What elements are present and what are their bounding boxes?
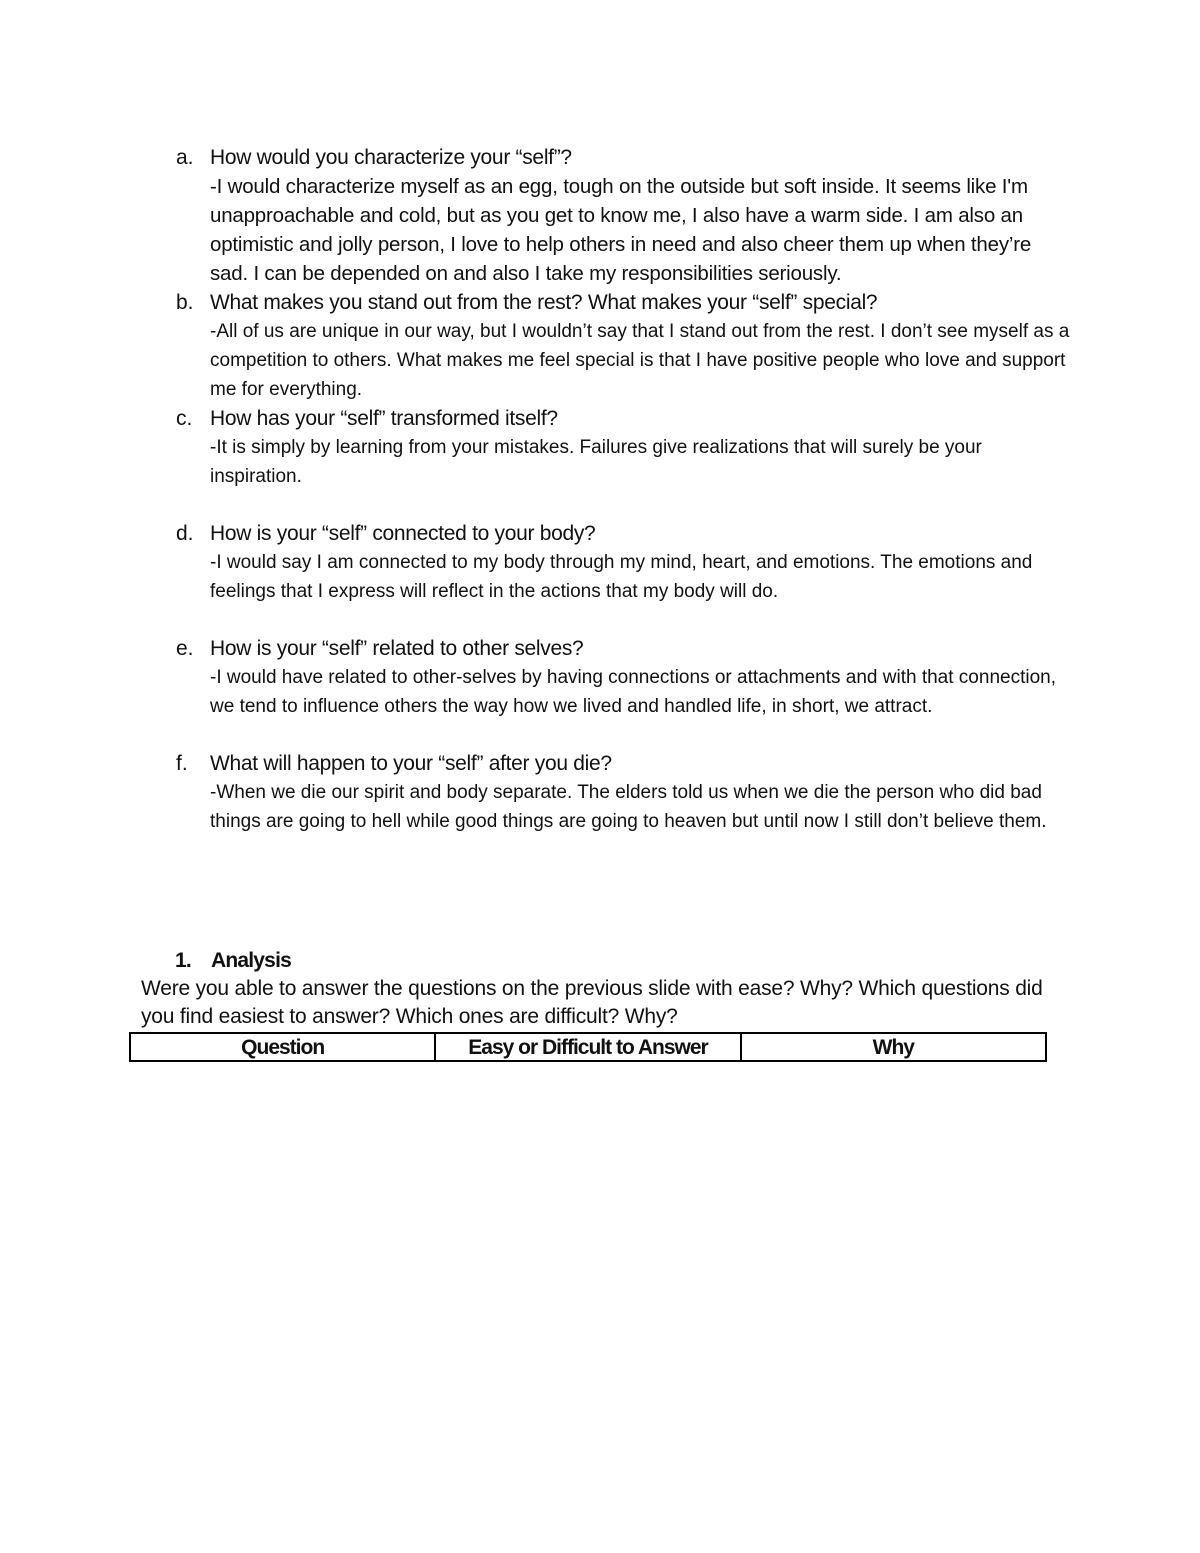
question-letter: b. xyxy=(176,291,194,314)
question-text: How is your “self” connected to your body? xyxy=(210,522,596,545)
question-text: What makes you stand out from the rest? What makes your “self” special? xyxy=(210,291,878,314)
question-item-d xyxy=(172,519,1072,606)
table-header-row xyxy=(130,1033,1046,1061)
column-header-difficulty: Easy or Difficult to Answer xyxy=(435,1033,740,1061)
question-item-b xyxy=(172,288,1072,404)
answer-text: -When we die our spirit and body separate. The elders told us when we die the person who did bad things are going to hell while good things are going to heaven but until now I still don’t believe them. xyxy=(210,782,1047,832)
question-letter: e. xyxy=(176,637,194,660)
question-list xyxy=(172,143,1072,836)
question-item-c xyxy=(172,404,1072,491)
question-letter: c. xyxy=(176,407,193,430)
question-text: How would you characterize your “self”? xyxy=(210,146,572,169)
question-text: How is your “self” related to other selves? xyxy=(210,637,584,660)
question-item-f xyxy=(172,749,1072,836)
column-header-question: Question xyxy=(130,1033,435,1061)
question-text: How has your “self” transformed itself? xyxy=(210,407,558,430)
answer-text: -I would characterize myself as an egg, tough on the outside but soft inside. It seems like I'm unapproachable and cold, but as you get to know me, I also have a warm side. I am also an optimistic and jolly person, I love to help others in need and also cheer them up when they’re sad. I can be depended on and also I take my responsibilities seriously. xyxy=(210,175,1032,285)
answer-text: -It is simply by learning from your mistakes. Failures give realizations that will surely be your inspiration. xyxy=(210,437,982,487)
section-description: Were you able to answer the questions on the previous slide with ease? Why? Which questions did you find easiest to answer? Which ones are difficult? Why? xyxy=(141,977,1043,1028)
answer-text: -I would have related to other-selves by having connections or attachments and with that connection, we tend to influence others the way how we lived and handled life, in short, we attract. xyxy=(210,667,1056,717)
section-heading xyxy=(141,946,1061,975)
analysis-table xyxy=(129,1032,1047,1062)
answer-text: -All of us are unique in our way, but I wouldn’t say that I stand out from the rest. I don’t see myself as a competition to others. What makes me feel special is that I have positive people who love and support me for everything. xyxy=(210,321,1070,400)
answer-text: -I would say I am connected to my body through my mind, heart, and emotions. The emotions and feelings that I express will reflect in the actions that my body will do. xyxy=(210,552,1033,602)
question-letter: d. xyxy=(176,522,194,545)
question-item-e xyxy=(172,634,1072,721)
analysis-section xyxy=(141,946,1061,1031)
question-item-a xyxy=(172,143,1072,288)
section-title: Analysis xyxy=(211,949,291,972)
question-text: What will happen to your “self” after you die? xyxy=(210,752,612,775)
section-number: 1. xyxy=(175,949,191,972)
column-header-why: Why xyxy=(741,1033,1046,1061)
question-letter: f. xyxy=(176,752,188,775)
question-letter: a. xyxy=(176,146,194,169)
